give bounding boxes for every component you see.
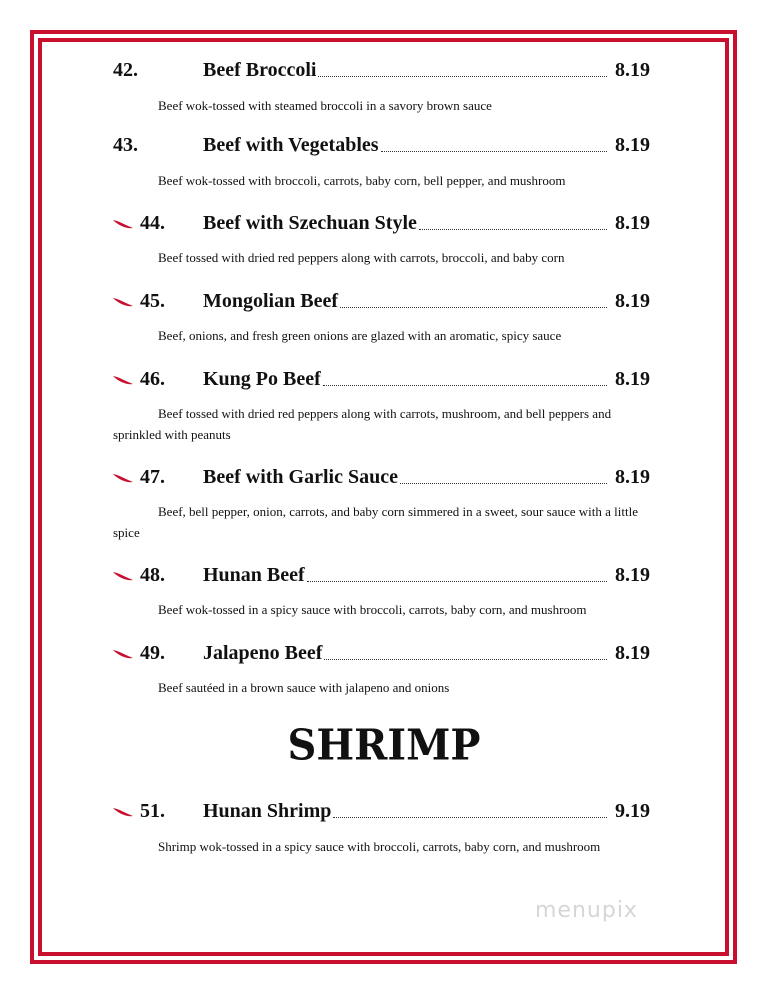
item-name: Kung Po Beef xyxy=(203,368,321,390)
chili-pepper-icon xyxy=(111,647,135,661)
section-title-shrimp: SHRIMP xyxy=(287,720,481,771)
chili-pepper-icon xyxy=(111,805,135,819)
item-price: 8.19 xyxy=(615,212,650,234)
menu-item-42 xyxy=(113,54,650,82)
item-price: 8.19 xyxy=(615,564,650,586)
dot-leader xyxy=(419,228,607,230)
item-price: 8.19 xyxy=(615,368,650,390)
item-number: 46. xyxy=(140,368,165,390)
item-price: 9.19 xyxy=(615,800,650,822)
menu-item-48 xyxy=(113,559,650,587)
chili-pepper-icon xyxy=(111,373,135,387)
item-price: 8.19 xyxy=(615,59,650,81)
item-description: Beef wok-tossed with steamed broccoli in a savory brown sauce xyxy=(158,98,492,113)
menu-item-51 xyxy=(113,795,650,823)
chili-pepper-icon xyxy=(111,217,135,231)
item-price: 8.19 xyxy=(615,134,650,156)
item-name: Beef with Szechuan Style xyxy=(203,212,417,234)
item-number: 45. xyxy=(140,290,165,312)
menu-item-45 xyxy=(113,285,650,313)
item-name: Beef with Vegetables xyxy=(203,134,379,156)
item-description: Shrimp wok-tossed in a spicy sauce with broccoli, carrots, baby corn, and mushroom xyxy=(158,839,601,854)
item-number: 43. xyxy=(113,134,138,156)
dot-leader xyxy=(307,580,607,582)
chili-pepper-icon xyxy=(111,471,135,485)
item-number: 48. xyxy=(140,564,165,586)
item-price: 8.19 xyxy=(615,642,650,664)
item-price: 8.19 xyxy=(615,466,650,488)
item-description: Beef, onions, and fresh green onions are glazed with an aromatic, spicy sauce xyxy=(158,328,562,343)
watermark-logo: menupix xyxy=(535,898,638,923)
dot-leader xyxy=(340,306,607,308)
menu-item-43 xyxy=(113,129,650,157)
menu-item-47 xyxy=(113,461,650,489)
item-name: Hunan Beef xyxy=(203,564,305,586)
dot-leader xyxy=(324,658,607,660)
item-number: 44. xyxy=(140,212,165,234)
item-name: Beef with Garlic Sauce xyxy=(203,466,398,488)
item-name: Jalapeno Beef xyxy=(203,642,323,664)
item-name: Mongolian Beef xyxy=(203,290,338,312)
item-name: Hunan Shrimp xyxy=(203,800,332,822)
dot-leader xyxy=(381,150,607,152)
item-name: Beef Broccoli xyxy=(203,59,317,81)
item-number: 47. xyxy=(140,466,165,488)
menu-item-44 xyxy=(113,207,650,235)
dot-leader xyxy=(333,816,607,818)
dot-leader xyxy=(323,384,607,386)
item-number: 51. xyxy=(140,800,165,822)
menu-item-49 xyxy=(113,637,650,665)
item-price: 8.19 xyxy=(615,290,650,312)
item-description: Beef tossed with dried red peppers along with carrots, broccoli, and baby corn xyxy=(158,250,565,265)
item-description: Beef wok-tossed with broccoli, carrots, baby corn, bell pepper, and mushroom xyxy=(158,173,566,188)
item-description: Beef tossed with dried red peppers along with carrots, mushroom, and bell peppers and sprinkled with peanuts xyxy=(113,406,612,442)
item-description: Beef sautéed in a brown sauce with jalapeno and onions xyxy=(158,680,450,695)
item-number: 49. xyxy=(140,642,165,664)
menu-item-46 xyxy=(113,363,650,391)
item-description: Beef wok-tossed in a spicy sauce with broccoli, carrots, baby corn, and mushroom xyxy=(158,602,587,617)
item-number: 42. xyxy=(113,59,138,81)
dot-leader xyxy=(318,75,607,77)
item-description: Beef, bell pepper, onion, carrots, and baby corn simmered in a sweet, sour sauce with a little spice xyxy=(113,504,638,540)
chili-pepper-icon xyxy=(111,295,135,309)
chili-pepper-icon xyxy=(111,569,135,583)
dot-leader xyxy=(400,482,607,484)
